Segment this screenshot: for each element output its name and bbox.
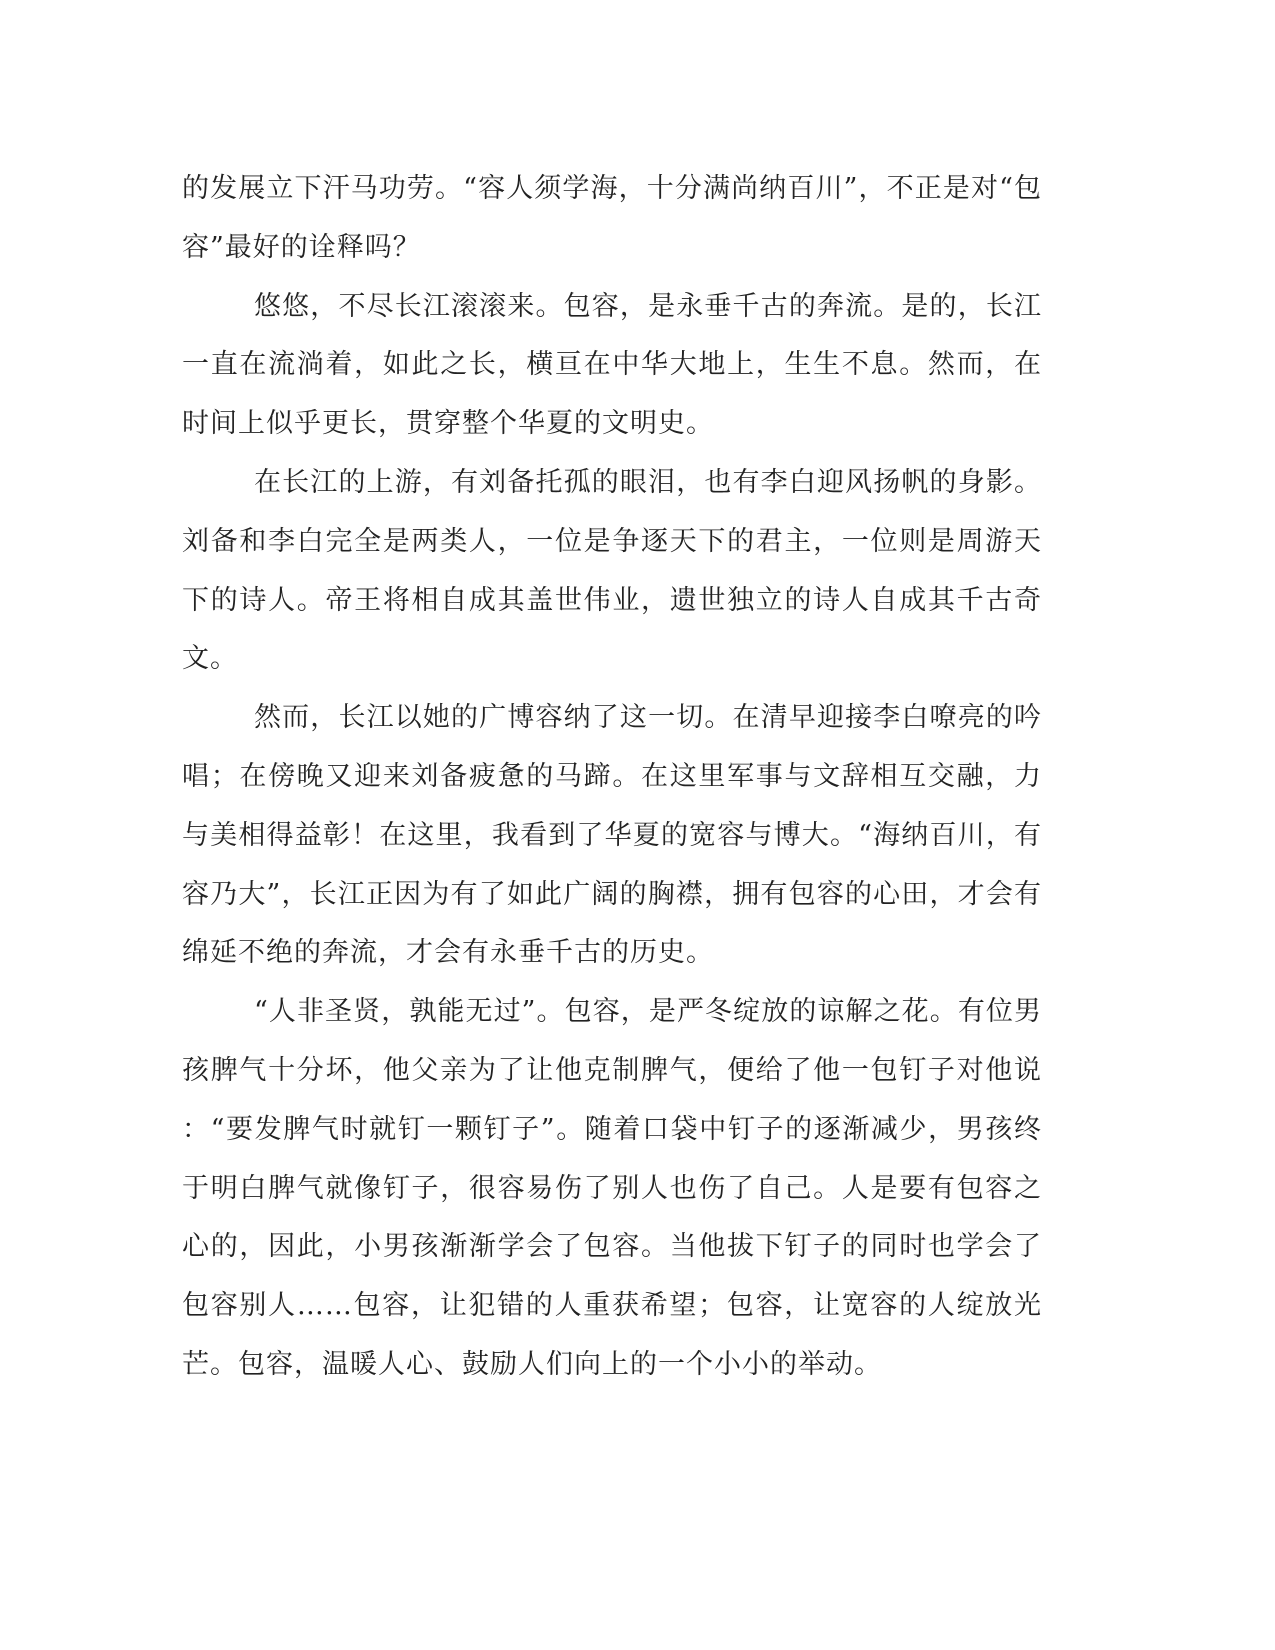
text-line: 于明白脾气就像钉子，很容易伤了别人也伤了自己。人是要有包容之 xyxy=(182,1172,1042,1204)
paragraph-first-line: 然而，长江以她的广博容纳了这一切。在清早迎接李白嘹亮的吟 xyxy=(254,702,1042,734)
text-line: 容乃大”，长江正因为有了如此广阔的胸襟，拥有包容的心田，才会有 xyxy=(182,878,1042,910)
text-line: 下的诗人。帝王将相自成其盖世伟业，遗世独立的诗人自成其千古奇 xyxy=(182,584,1042,616)
paragraph-first-line: 悠悠，不尽长江滚滚来。包容，是永垂千古的奔流。是的，长江 xyxy=(254,290,1042,322)
text-line: 文。 xyxy=(182,643,238,675)
text-line: 唱；在傍晚又迎来刘备疲惫的马蹄。在这里军事与文辞相互交融，力 xyxy=(182,760,1042,792)
paragraph-first-line: 在长江的上游，有刘备托孤的眼泪，也有李白迎风扬帆的身影。 xyxy=(254,466,1042,498)
text-line: 容”最好的诠释吗？ xyxy=(182,231,421,263)
text-line: 一直在流淌着，如此之长，横亘在中华大地上，生生不息。然而，在 xyxy=(182,349,1042,381)
text-line: 心的，因此，小男孩渐渐学会了包容。当他拔下钉子的同时也学会了 xyxy=(182,1231,1042,1263)
text-line: 孩脾气十分坏，他父亲为了让他克制脾气，便给了他一包钉子对他说 xyxy=(182,1054,1042,1086)
text-line: 时间上似乎更长，贯穿整个华夏的文明史。 xyxy=(182,408,714,440)
paragraph-first-line: “人非圣贤，孰能无过”。包容，是严冬绽放的谅解之花。有位男 xyxy=(254,996,1042,1028)
text-line: 绵延不绝的奔流，才会有永垂千古的历史。 xyxy=(182,937,714,969)
text-line: 芒。包容，温暖人心、鼓励人们向上的一个小小的举动。 xyxy=(182,1348,882,1380)
essay-body xyxy=(182,160,1042,1395)
text-line: 的发展立下汗马功劳。“容人须学海，十分满尚纳百川”，不正是对“包 xyxy=(182,173,1042,204)
text-line: ：“要发脾气时就钉一颗钉子”。随着口袋中钉子的逐渐减少，男孩终 xyxy=(182,1113,1042,1145)
text-line: 与美相得益彰！在这里，我看到了华夏的宽容与博大。“海纳百川，有 xyxy=(182,819,1042,851)
text-line: 刘备和李白完全是两类人，一位是争逐天下的君主，一位则是周游天 xyxy=(182,525,1042,557)
text-line: 包容别人……包容，让犯错的人重获希望；包容，让宽容的人绽放光 xyxy=(182,1290,1042,1322)
